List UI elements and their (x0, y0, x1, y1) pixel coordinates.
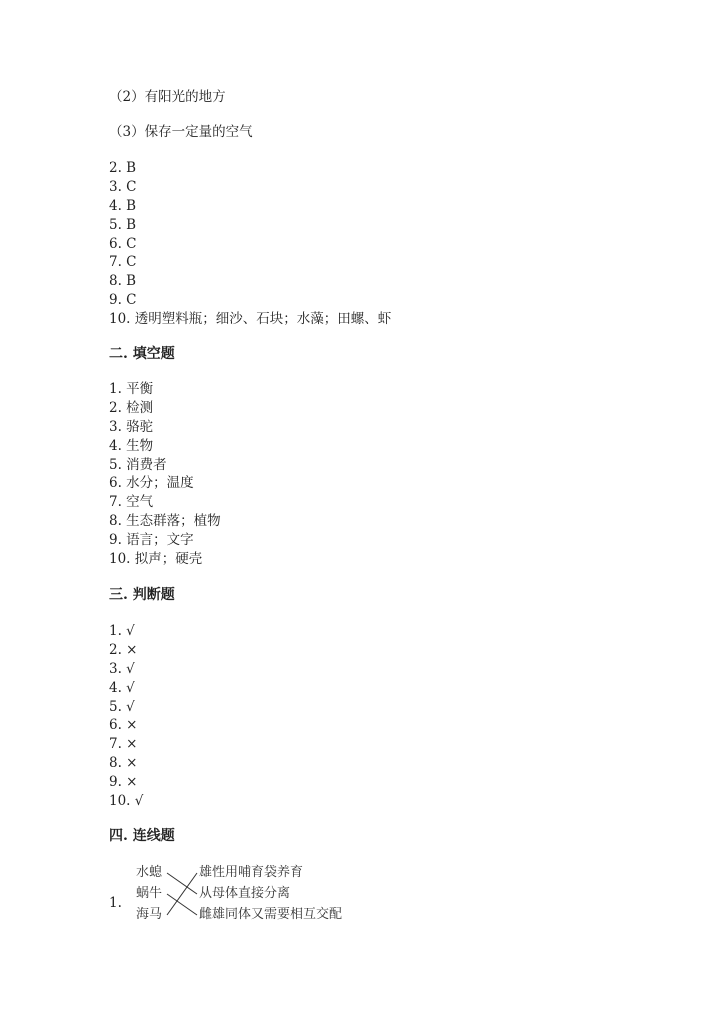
list-item: 7. C (109, 254, 137, 271)
list-item: 2. × (109, 641, 138, 658)
list-item: 9. × (109, 774, 138, 791)
match-line (167, 894, 197, 915)
list-item: 1. 平衡 (109, 381, 154, 397)
list-item: 9. C (109, 292, 137, 309)
list-item: 3. C (109, 178, 137, 195)
matching-number: 1. (109, 895, 122, 911)
list-item: 3. 骆驼 (109, 418, 154, 435)
section-title-true-false: 三. 判断题 (109, 587, 175, 603)
section-title-fill-blank: 二. 填空题 (109, 346, 175, 362)
matching-left-item: 水螅 (136, 865, 163, 880)
match-line (167, 873, 197, 894)
list-item: 6. 水分；温度 (109, 475, 194, 492)
list-item: 7. 空气 (109, 494, 154, 511)
sub-answer-2: （2）有阳光的地方 (109, 89, 226, 105)
list-item: 7. × (109, 736, 138, 753)
list-item: 4. 生物 (109, 437, 154, 454)
list-item: 10. 透明塑料瓶；细沙、石块；水藻；田螺、虾 (109, 311, 392, 328)
matching-lines (109, 858, 369, 928)
list-item: 5. √ (109, 698, 135, 715)
list-item: 9. 语言；文字 (109, 532, 194, 549)
matching-right-item: 雄性用哺育袋养育 (199, 865, 304, 880)
list-item: 6. C (109, 235, 137, 252)
list-item: 3. √ (109, 660, 135, 677)
list-item: 1. √ (109, 623, 135, 639)
matching-diagram (109, 858, 369, 928)
matching-left-item: 蜗牛 (136, 886, 163, 901)
list-item: 8. B (109, 273, 137, 290)
choice-answers-list (109, 159, 391, 329)
list-item: 2. 检测 (109, 399, 154, 416)
list-item: 2. B (109, 160, 137, 176)
list-item: 6. × (109, 717, 138, 734)
list-item: 10. 拟声；硬壳 (109, 551, 203, 568)
list-item: 5. B (109, 216, 137, 233)
matching-left-item: 海马 (136, 907, 163, 922)
fill-blank-answers-list (109, 380, 221, 569)
list-item: 4. √ (109, 679, 135, 696)
list-item: 4. B (109, 197, 137, 214)
list-item: 10. √ (109, 793, 144, 810)
matching-right-item: 雌雄同体又需要相互交配 (199, 907, 343, 922)
match-line (167, 873, 197, 915)
section-title-matching: 四. 连线题 (109, 828, 175, 844)
true-false-answers-list (109, 622, 143, 811)
list-item: 8. 生态群落；植物 (109, 513, 221, 530)
sub-answer-3: （3）保存一定量的空气 (109, 124, 253, 140)
matching-right-item: 从母体直接分离 (199, 886, 291, 901)
list-item: 8. × (109, 755, 138, 772)
list-item: 5. 消费者 (109, 456, 167, 473)
